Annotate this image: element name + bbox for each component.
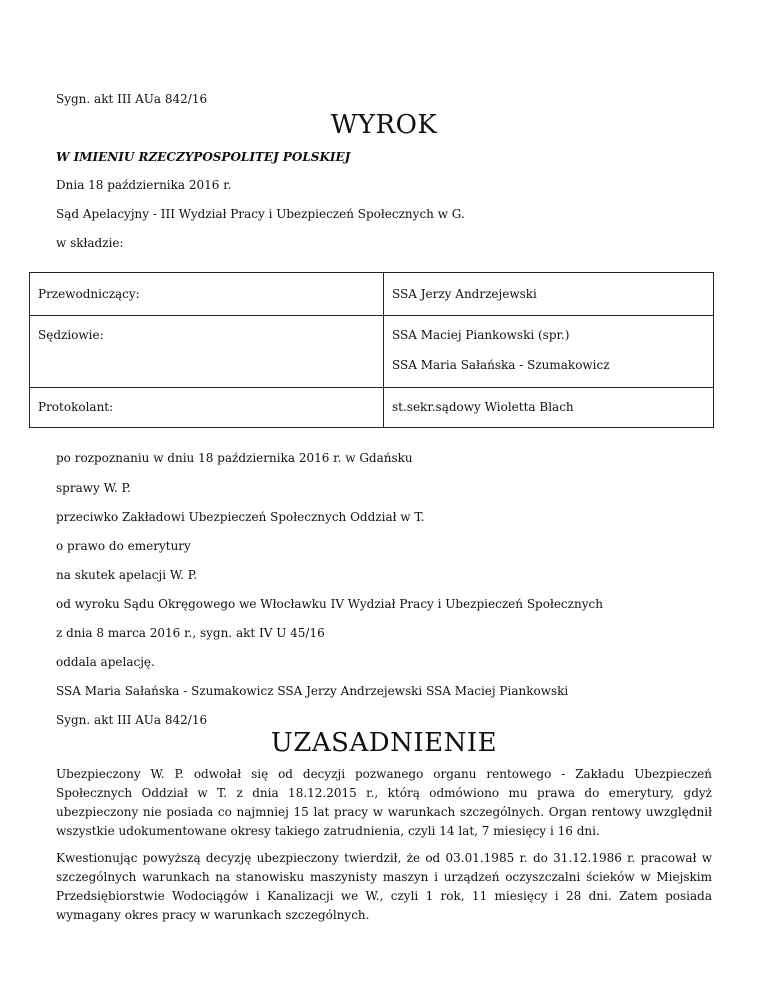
composition-row-clerk [30, 388, 714, 428]
composition-table [29, 272, 714, 428]
composition-row-presiding [30, 273, 714, 316]
judgment-date: Dnia 18 października 2016 r. [56, 178, 232, 192]
judges-role: Sędziowie: [38, 328, 104, 342]
clerk-name: st.sekr.sądowy Wioletta Blach [392, 400, 574, 414]
justification-paragraph-1: Ubezpieczony W. P. odwołał się od decyzji pozwanego organu rentowego - Zakładu Ubezpieczeń Społecznych Oddział w T. z dnia 18.12.2015 r., którą odmówiono mu prawa do emerytury, gdyż ubezpieczony nie posiada co najmniej 15 lat pracy w warunkach szczególnych. Organ rentowy uwzględnił wszystkie udokumentowane okresy takiego zatrudnienia, czyli 14 lat, 7 miesięcy i 16 dni. [56, 767, 712, 838]
judgment-subtitle: W IMIENIU RZECZYPOSPOLITEJ POLSKIEJ [56, 150, 351, 164]
clerk-role: Protokolant: [38, 400, 114, 414]
proceedings-hearing: po rozpoznaniu w dniu 18 października 2016 r. w Gdańsku [56, 451, 413, 465]
proceedings-case: sprawy W. P. [56, 481, 131, 495]
proceedings-appeal: na skutek apelacji W. P. [56, 568, 198, 582]
proceedings-lower-date: z dnia 8 marca 2016 r., sygn. akt IV U 45/16 [56, 626, 325, 640]
judge-2-name: SSA Maria Sałańska - Szumakowicz [392, 358, 610, 372]
judges-signatures: SSA Maria Sałańska - Szumakowicz SSA Jerzy Andrzejewski SSA Maciej Piankowski [56, 684, 569, 698]
composition-row-judges [30, 316, 714, 388]
proceedings-ruling: oddala apelację. [56, 655, 155, 669]
judgment-title: WYROK [330, 110, 438, 140]
case-reference-bottom: Sygn. akt III AUa 842/16 [56, 713, 208, 727]
presiding-role: Przewodniczący: [38, 287, 140, 301]
proceedings-lower-court: od wyroku Sądu Okręgowego we Włocławku IV Wydział Pracy i Ubezpieczeń Społecznych [56, 597, 603, 611]
proceedings-against: przeciwko Zakładowi Ubezpieczeń Społecznych Oddział w T. [56, 510, 425, 524]
judge-1-name: SSA Maciej Piankowski (spr.) [392, 328, 570, 342]
court-name: Sąd Apelacyjny - III Wydział Pracy i Ubezpieczeń Społecznych w G. [56, 207, 465, 221]
proceedings-subject: o prawo do emerytury [56, 539, 191, 553]
justification-title: UZASADNIENIE [270, 728, 498, 758]
case-reference-top: Sygn. akt III AUa 842/16 [56, 92, 208, 106]
justification-paragraph-2: Kwestionując powyższą decyzję ubezpieczony twierdził, że od 03.01.1985 r. do 31.12.1986 r. pracował w szczególnych warunkach na stanowisku maszynisty maszyn i urządzeń oczyszczalni ścieków w Miejskim Przedsiębiorstwie Wodociągów i Kanalizacji we W., czyli 1 rok, 11 miesięcy i 28 dni. Zatem posiada wymagany okres pracy w warunkach szczególnych. [56, 851, 712, 922]
presiding-name: SSA Jerzy Andrzejewski [392, 287, 537, 301]
composition-label: w składzie: [56, 236, 124, 250]
